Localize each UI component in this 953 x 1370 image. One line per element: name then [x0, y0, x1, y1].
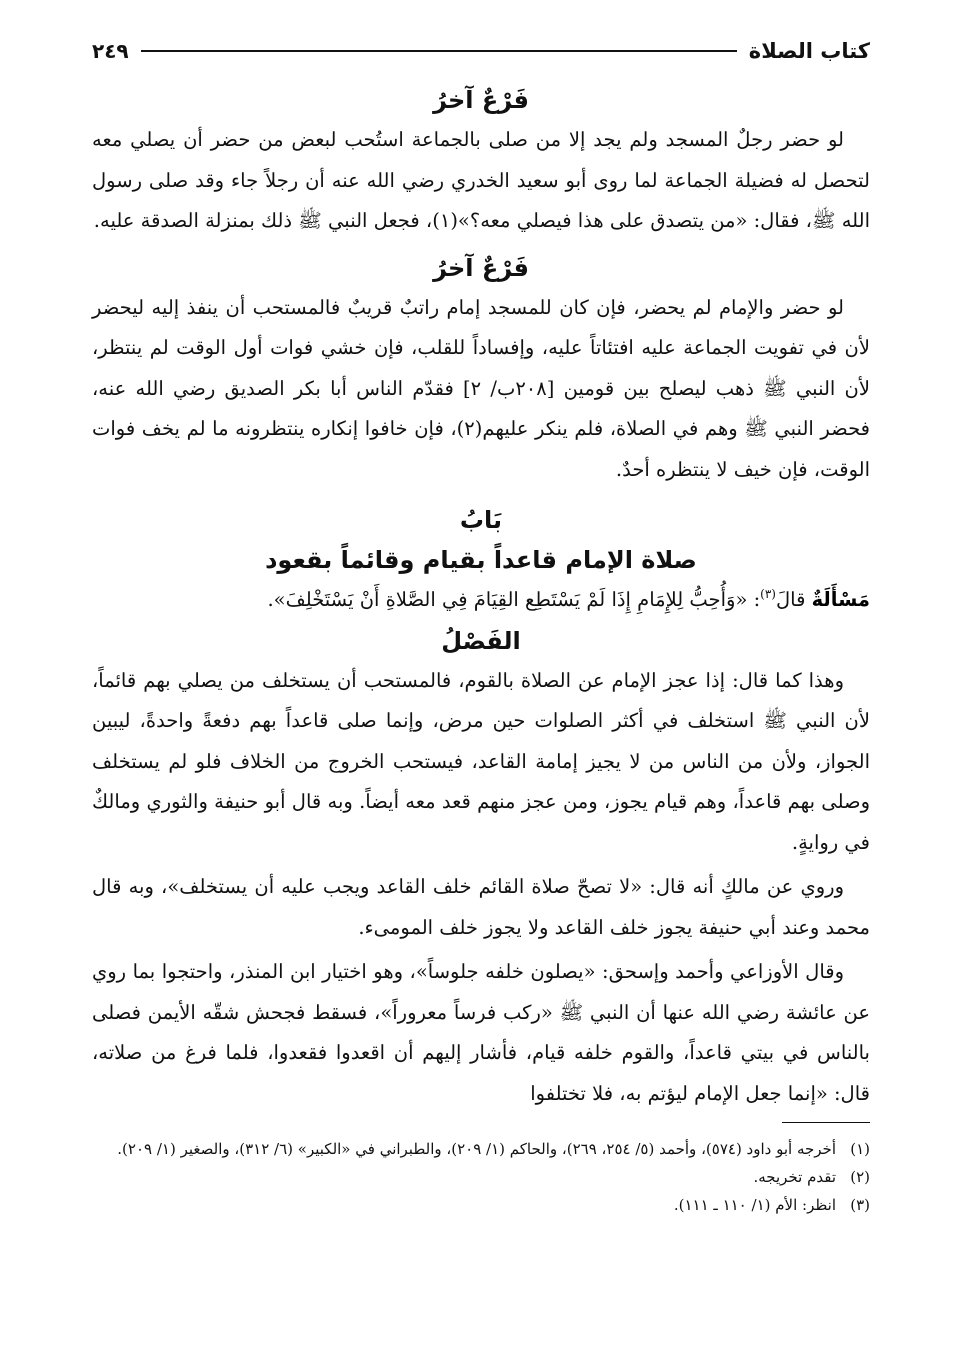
footnote-text: انظر: الأم (١/ ١١٠ ـ ١١١). [673, 1196, 836, 1214]
masala-paragraph [92, 580, 870, 621]
footnote-number: (٣) [850, 1196, 870, 1214]
fasl-paragraph: وهذا كما قال: إذا عجز الإمام عن الصلاة بالقوم، فالمستحب أن يستخلف من يصلي بهم قائماً، لأن النبي ﷺ استخلف في أكثر الصلوات حين مرض، وإنما صلى قاعداً بهم دفعةً واحدةً، ليبين الجواز، ولأن من الناس من لا يجيز إمامة القاعد، فيستحب الخروج من الخلاف فلو لم يستخلف وصلى بهم قاعداً، وهم قيام يجوز، ومن عجز منهم قعد معه أيضاً. وبه قال أبو حنيفة والثوري ومالكٌ في روايةٍ. [92, 668, 870, 854]
masala-text: : «وَأُحِبُّ لِلإِمَامِ إِذَا لَمْ يَسْتَطِع القِيَامَ فِي الصَّلاةِ أَنْ يَسْتَخْلِفَ». [267, 588, 761, 611]
chapter-subtitle: صلاة الإمام قاعداً بقيام وقائماً بقعود [265, 546, 697, 574]
footnote-number: (١) [850, 1140, 870, 1158]
fasl-heading: الفَصْلُ [441, 626, 521, 655]
book-page [92, 30, 870, 1340]
masala-intro: قالَ [775, 588, 812, 611]
section-heading: فَرْعٌ آخرُ [433, 86, 529, 114]
footnote [92, 1135, 870, 1163]
section-heading: فَرْعٌ آخرُ [433, 253, 529, 282]
section-paragraph: لو حضر رجلٌ المسجد ولم يجد إلا من صلى بالجماعة استُحب لبعض من حضر أن يصلي معه لتحصل له فضيلة الجماعة لما روى أبو سعيد الخدري رضي الله عنه أن رجلاً جاء وقد صلى رسول الله ﷺ، فقال: «من يتصدق على هذا فيصلي معه؟»(١)، فجعل النبي ﷺ ذلك بمنزلة الصدقة عليه. [92, 128, 870, 232]
masala-label: مَسْأَلَةٌ [811, 588, 870, 611]
section-paragraph: لو حضر والإمام لم يحضر، فإن كان للمسجد إمام راتبٌ قريبٌ فالمستحب أن ينفذ إليه ليحضر لأن في تفويت الجماعة عليه افتئاتاً عليه، وإفساداً للقلب، فإن خشي فوات أول الوقت لم ينتظر، لأن النبي ﷺ ذهب ليصلح بين قومين [٢٠٨ب/ ٢] فقدّم الناس أبا بكر الصديق رضي الله عنه، فحضر النبي ﷺ وهم في الصلاة، فلم ينكر عليهم(٢)، فإن خافوا إنكاره ينتظرونه ما لم يخف فوات الوقت، فإن خيف لا ينتظره أحدٌ. [92, 295, 870, 481]
fasl-paragraph: وقال الأوزاعي وأحمد وإسحق: «يصلون خلفه جلوساً»، وهو اختيار ابن المنذر، واحتجوا بما روي عن عائشة رضي الله عنها أن النبي ﷺ «ركب فرساً معروراً»، فسقط فجحش شقّه الأيمن فصلى بالناس في بيتي قاعداً، والقوم خلفه قيام، فأشار إليهم أن اقعدوا فقعدوا، فلما فرغ من صلاته، قال: «إنما جعل الإمام ليؤتم به، فلا تختلفوا [92, 960, 870, 1105]
fasl-paragraph: وروي عن مالكٍ أنه قال: «لا تصحّ صلاة القائم خلف القاعد ويجب عليه أن يستخلف»، وبه قال محمد وعند أبي حنيفة يجوز خلف القاعد ولا يجوز خلف المومىء. [92, 875, 870, 939]
footnote-ref: (٣) [760, 587, 776, 601]
page-number: ٢٤٩ [92, 39, 129, 63]
footnote-text: أخرجه أبو داود (٥٧٤)، وأحمد (٥/ ٢٥٤، ٢٦٩)، والحاكم (١/ ٢٠٩)، والطبراني في «الكبير» (٦/ ٣١٢)، والصغير (١/ ٢٠٩). [117, 1140, 836, 1158]
footnote [92, 1163, 870, 1191]
header-rule [141, 50, 737, 52]
footnote-rule [782, 1122, 870, 1123]
page-header [92, 30, 870, 72]
footnote [92, 1191, 870, 1219]
running-title: كتاب الصلاة [748, 39, 870, 63]
footnote-text: تقدم تخريجه. [753, 1168, 836, 1186]
chapter-title: بَابُ [459, 506, 503, 534]
footnote-number: (٢) [850, 1168, 870, 1186]
